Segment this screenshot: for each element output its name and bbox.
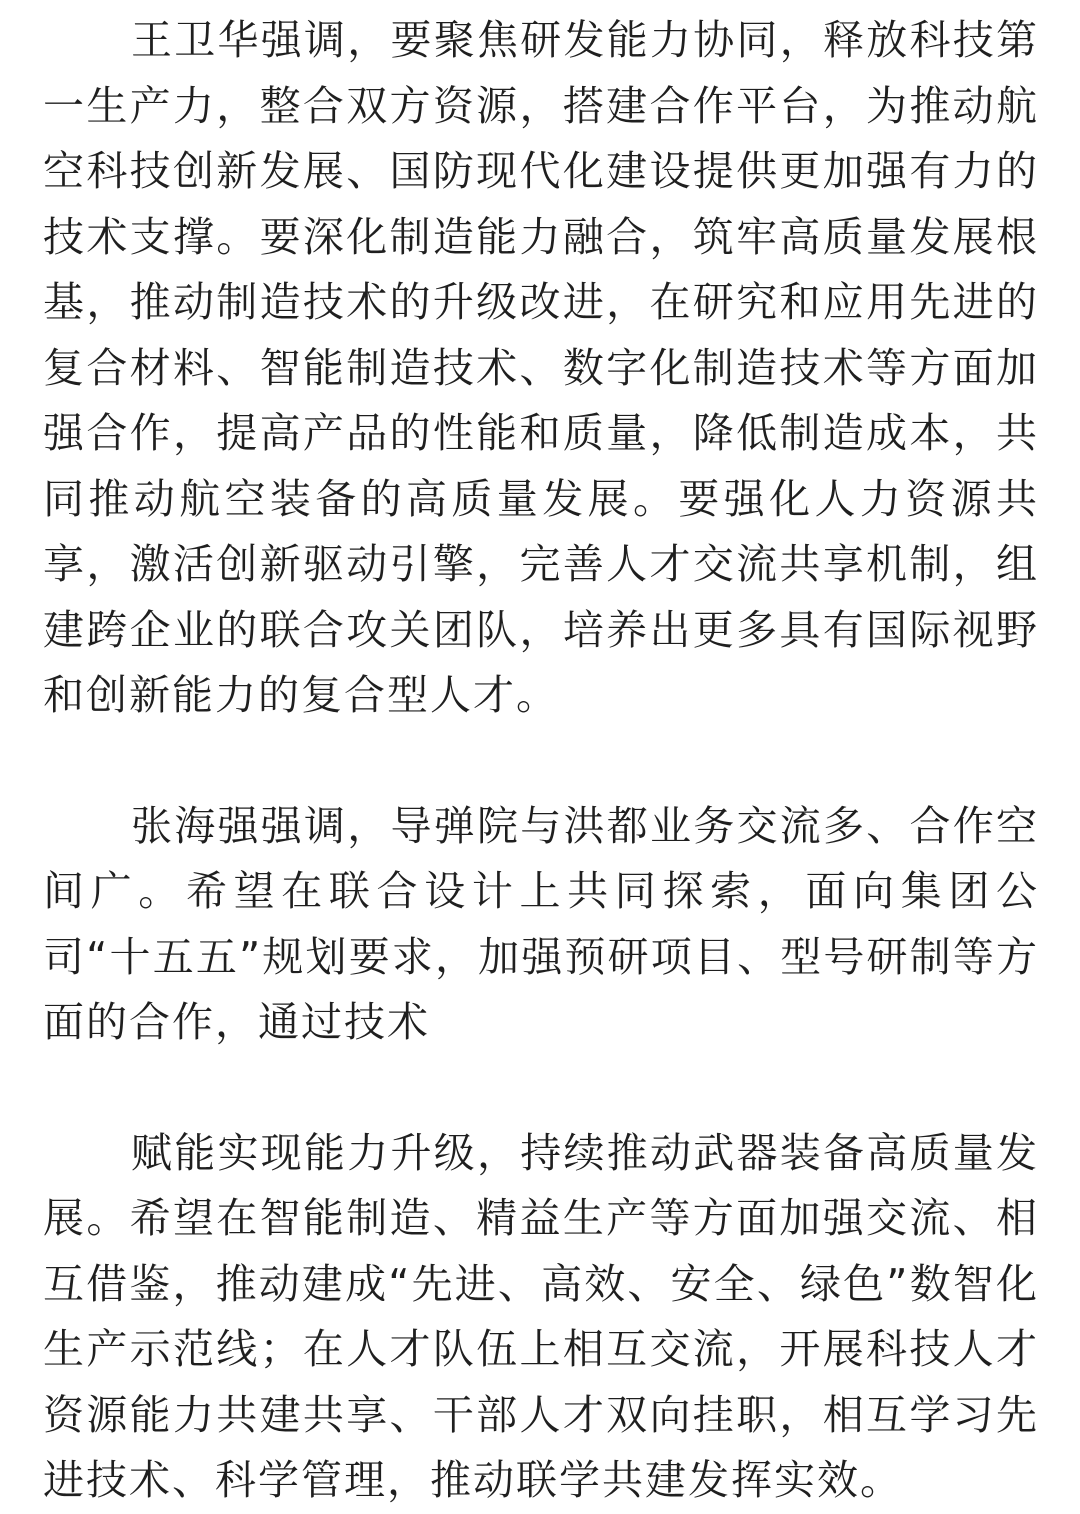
article-body [43,8,1039,1514]
paragraph-wang-weihua: 王卫华强调，要聚焦研发能力协同，释放科技第一生产力，整合双方资源，搭建合作平台，为推动航空科技创新发展、国防现代化建设提供更加强有力的技术支撑。要深化制造能力融合，筑牢高质量发展根基，推动制造技术的升级改进，在研究和应用先进的复合材料、智能制造技术、数字化制造技术等方面加强合作，提高产品的性能和质量，降低制造成本，共同推动航空装备的高质量发展。要强化人力资源共享，激活创新驱动引擎，完善人才交流共享机制，组建跨企业的联合攻关团队，培养出更多具有国际视野和创新能力的复合型人才。 [43,16,1039,719]
paragraph-zhang-haiqiang: 张海强强调，导弹院与洪都业务交流多、合作空间广。希望在联合设计上共同探索，面向集团公司“十五五”规划要求，加强预研项目、型号研制等方面的合作，通过技术 [43,801,1039,1046]
paragraph-empowerment: 赋能实现能力升级，持续推动武器装备高质量发展。希望在智能制造、精益生产等方面加强交流、相互借鉴，推动建成“先进、高效、安全、绿色”数智化生产示范线；在人才队伍上相互交流，开展科技人才资源能力共建共享、干部人才双向挂职，相互学习先进技术、科学管理，推动联学共建发挥实效。 [43,1128,1039,1504]
